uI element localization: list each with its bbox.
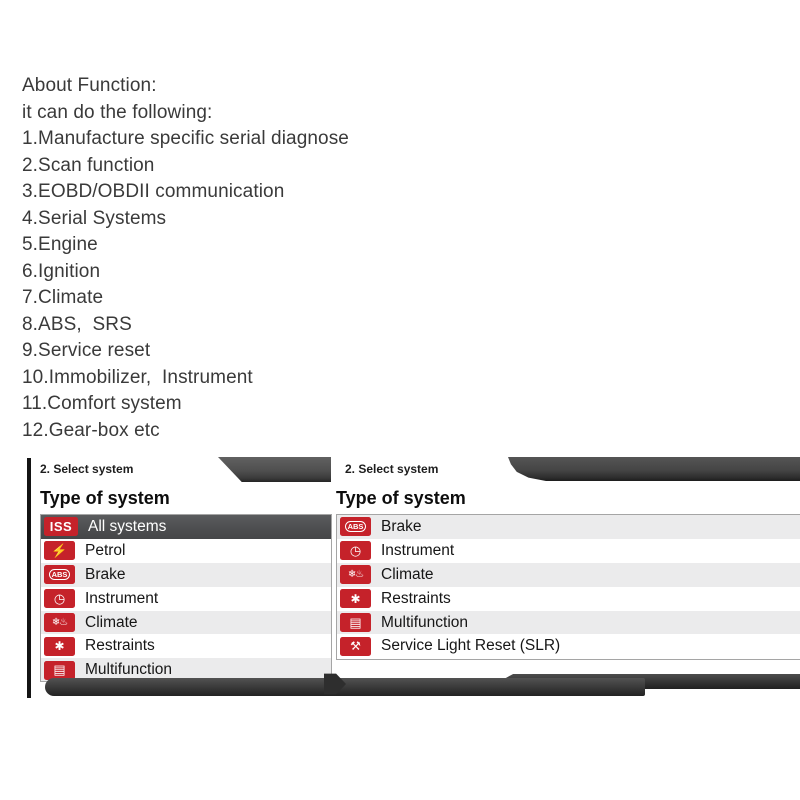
climate-icon: ❄♨: [340, 565, 371, 584]
intro-line: 4.Serial Systems: [22, 207, 167, 229]
system-row-label: Climate: [85, 613, 138, 631]
system-row-label: Service Light Reset (SLR): [381, 637, 561, 655]
system-row-label: Restraints: [381, 589, 451, 607]
intro-text-block: [22, 73, 349, 444]
multifunction-icon: ▤: [44, 661, 75, 680]
intro-line: 1.Manufacture specific serial diagnose: [22, 128, 349, 149]
left-system-list: [40, 514, 332, 682]
restraints-icon: ✱: [44, 637, 75, 656]
system-row-restraints[interactable]: [41, 634, 331, 658]
petrol-icon: ⚡: [44, 541, 75, 560]
intro-line: 10.Immobilizer, Instrument: [22, 366, 253, 388]
intro-line: 8.ABS, SRS: [22, 313, 132, 335]
intro-line: 5.Engine: [22, 234, 98, 255]
intro-line: 11.Comfort system: [22, 393, 182, 414]
system-row-label: Instrument: [381, 541, 455, 559]
right-step-label: 2. Select system: [345, 462, 439, 476]
system-row-label: Brake: [85, 565, 126, 583]
system-row-all-systems[interactable]: [41, 515, 331, 539]
right-system-list: [336, 514, 800, 660]
system-row-restraints[interactable]: [337, 587, 800, 611]
system-row-climate[interactable]: [337, 563, 800, 587]
system-row-label: Multifunction: [85, 661, 173, 679]
system-row-brake[interactable]: [337, 515, 800, 539]
intro-line: 6.Ignition: [22, 260, 101, 282]
system-row-label: All systems: [88, 517, 167, 535]
right-panel-title: Type of system: [336, 488, 466, 508]
intro-line: 12.Gear-box etc: [22, 419, 160, 441]
left-panel-header-band: [218, 457, 331, 482]
intro-line: 7.Climate: [22, 287, 104, 308]
system-row-brake[interactable]: [41, 563, 331, 587]
intro-line: 3.EOBD/OBDII communication: [22, 181, 285, 202]
system-row-multifunction[interactable]: [337, 611, 800, 635]
multifunction-icon: ▤: [340, 613, 371, 632]
instrument-icon: ◷: [44, 589, 75, 608]
climate-icon: ❄♨: [44, 613, 75, 632]
left-panel-bottom-band: [45, 678, 645, 696]
intro-line: 9.Service reset: [22, 340, 151, 361]
intro-line: it can do the following:: [22, 101, 213, 123]
system-row-instrument[interactable]: [41, 587, 331, 611]
system-row-service-light-reset[interactable]: [337, 634, 800, 658]
abs-brake-icon: ABS: [340, 517, 371, 536]
system-row-label: Restraints: [85, 637, 155, 655]
wrench-icon: ⚒: [340, 637, 371, 656]
right-panel-header-band: [508, 457, 800, 481]
restraints-icon: ✱: [340, 589, 371, 608]
intro-line: About Function:: [22, 75, 157, 96]
system-row-climate[interactable]: [41, 611, 331, 635]
abs-brake-icon: ABS: [44, 565, 75, 584]
intro-line: 2.Scan function: [22, 154, 155, 176]
system-row-label: Petrol: [85, 541, 126, 559]
left-panel-edge-bar: [27, 458, 31, 698]
system-row-instrument[interactable]: [337, 539, 800, 563]
iss-badge: ISS: [44, 517, 78, 536]
system-row-label: Instrument: [85, 589, 159, 607]
system-row-petrol[interactable]: [41, 539, 331, 563]
system-row-label: Brake: [381, 517, 422, 535]
system-row-label: Climate: [381, 565, 434, 583]
system-row-label: Multifunction: [381, 613, 469, 631]
left-panel-title: Type of system: [40, 488, 170, 508]
left-step-label: 2. Select system: [40, 462, 134, 476]
instrument-icon: ◷: [340, 541, 371, 560]
